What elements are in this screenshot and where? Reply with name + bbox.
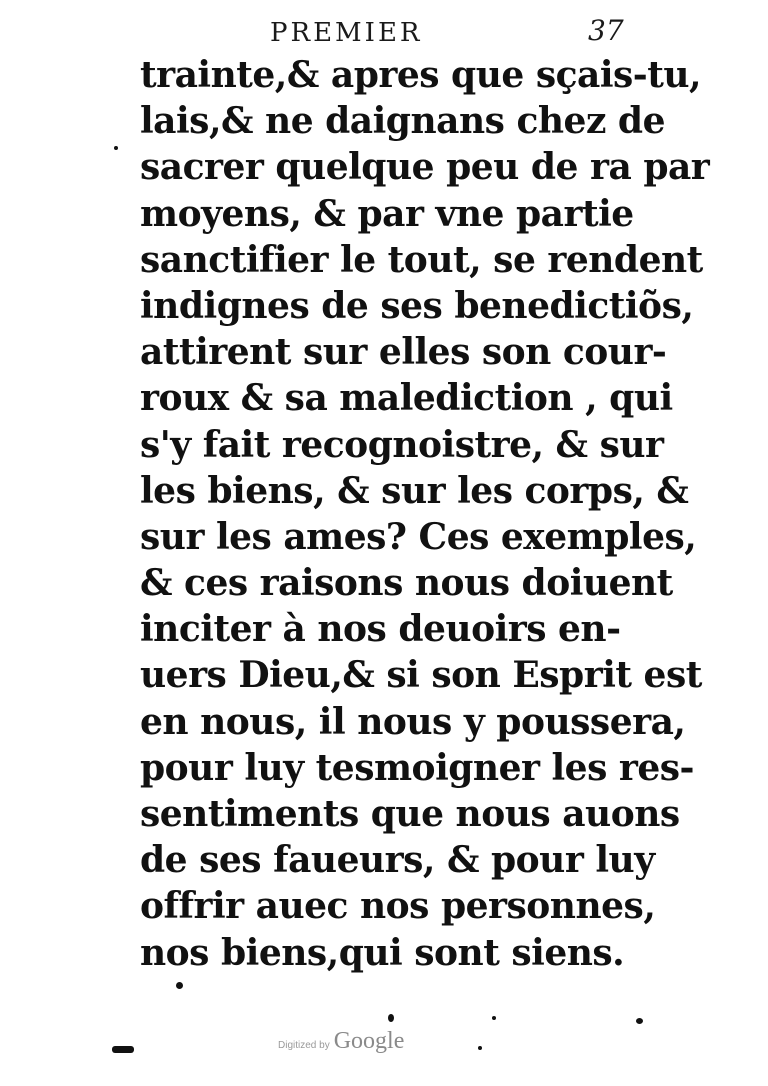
text-line: sur les ames? Ces exemples, xyxy=(140,515,697,558)
text-line: indignes de ses benedictiõs, xyxy=(140,284,694,327)
text-line: trainte,& apres que sçais-tu, xyxy=(140,54,702,96)
digitized-by-label: Digitized by xyxy=(278,1040,330,1051)
text-line: attirent sur elles son cour- xyxy=(140,331,667,374)
scan-speck xyxy=(478,1046,482,1050)
text-line: nos biens,qui sont siens. xyxy=(140,931,625,974)
text-line: s'y fait recognoistre, & sur xyxy=(140,423,664,466)
text-line: moyens, & par vne partie xyxy=(140,192,634,235)
text-body xyxy=(140,52,710,976)
text-line: inciter à nos deuoirs en- xyxy=(140,608,621,651)
running-head: PREMIER xyxy=(270,18,423,48)
page-number: 37 xyxy=(588,14,624,47)
scan-speck xyxy=(114,146,118,150)
text-line: les biens, & sur les corps, & xyxy=(140,469,689,512)
text-line: sentiments que nous auons xyxy=(140,793,680,835)
scan-speck xyxy=(112,1046,134,1053)
text-line: roux & sa malediction , qui xyxy=(140,377,673,420)
text-line: uers Dieu,& si son Esprit est xyxy=(140,654,702,697)
text-line: & ces raisons nous doiuent xyxy=(140,562,673,605)
digitized-footer xyxy=(278,1028,404,1055)
scan-speck xyxy=(176,982,183,989)
text-line: pour luy tesmoigner les res- xyxy=(140,746,694,789)
text-line: sacrer quelque peu de ra par xyxy=(140,146,710,189)
google-logo: Google xyxy=(333,1028,405,1054)
text-line: de ses faueurs, & pour luy xyxy=(140,839,655,882)
text-line: sanctifier le tout, se rendent xyxy=(140,238,703,281)
scan-speck xyxy=(636,1018,643,1024)
scan-speck xyxy=(492,1016,496,1020)
scan-speck xyxy=(388,1014,394,1022)
text-line: en nous, il nous y poussera, xyxy=(140,700,686,743)
text-line: lais,& ne daignans chez de xyxy=(140,100,665,143)
text-line: offrir auec nos personnes, xyxy=(140,885,656,928)
